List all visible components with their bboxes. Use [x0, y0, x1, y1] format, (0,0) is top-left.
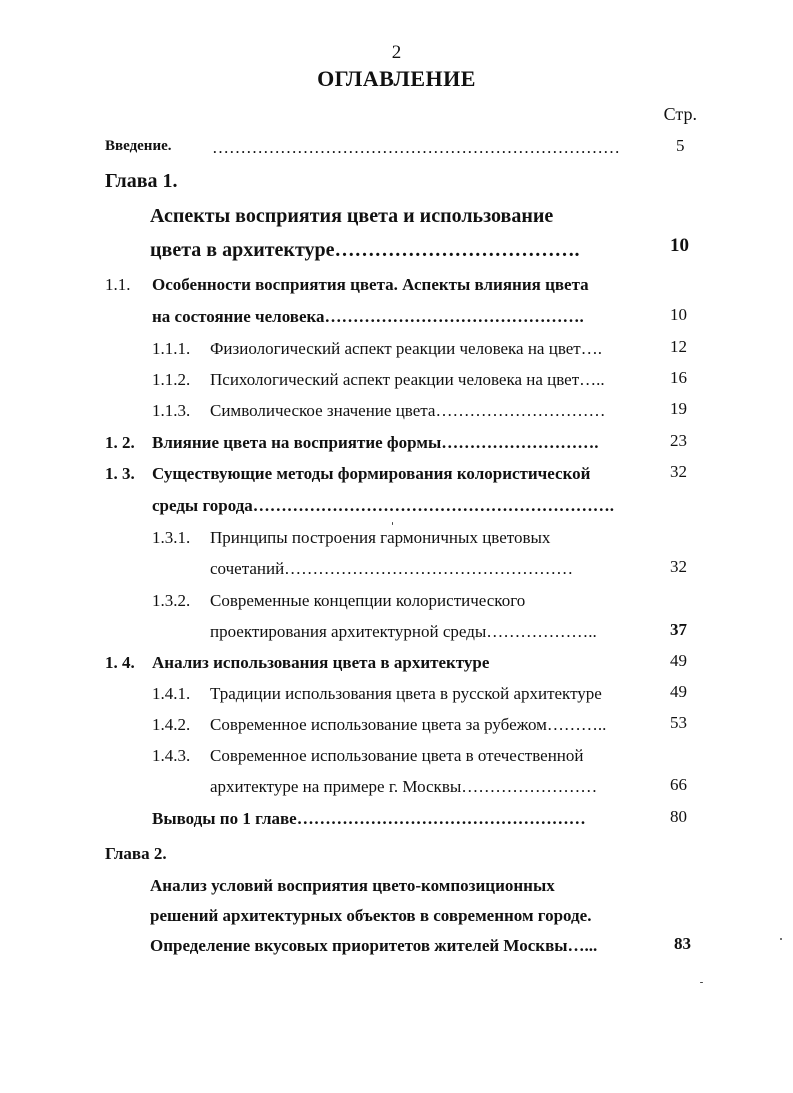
section-1-4-1-title: Традиции использования цвета в русской архитектуре [210, 684, 602, 703]
section-1-3-title-line2: среды города………………………………………………………. [152, 496, 615, 515]
section-1-2-title: Влияние цвета на восприятие формы………………………. [152, 433, 599, 452]
section-1-3-2-title-line2: проектирования архитектурной среды……………….. [210, 622, 597, 641]
section-1-4-2-page: 53 [670, 713, 687, 732]
chapter2-page: 83 [674, 934, 691, 953]
section-1-4-2-title: Современное использование цвета за рубежом……….. [210, 715, 607, 734]
section-1-4-title: Анализ использования цвета в архитектуре [152, 653, 490, 672]
conclusions-page: 80 [670, 807, 687, 826]
section-1-3-page: 32 [670, 462, 687, 481]
chapter2-title-line3: Определение вкусовых приоритетов жителей Москвы…... [150, 936, 598, 955]
section-1-4-page: 49 [670, 651, 687, 670]
section-1-1-1-page: 12 [670, 337, 687, 356]
scan-speck [700, 982, 703, 983]
section-1-4-3-title-line2: архитектуре на примере г. Москвы…………………… [210, 777, 598, 796]
section-1-3-1-number: 1.3.1. [152, 528, 191, 547]
section-1-4-2-number: 1.4.2. [152, 715, 191, 734]
chapter1-title-line1: Аспекты восприятия цвета и использование [150, 205, 554, 227]
page-number: 2 [391, 42, 402, 63]
chapter1-title-line2: цвета в архитектуре………………………………. [150, 239, 580, 261]
section-1-4-3-number: 1.4.3. [152, 746, 191, 765]
chapter2-title-line1: Анализ условий восприятия цвето-композиционных [150, 876, 555, 895]
section-1-1-1-title: Физиологический аспект реакции человека на цвет…. [210, 339, 602, 358]
section-1-1-2-number: 1.1.2. [152, 370, 191, 389]
section-1-4-1-page: 49 [670, 682, 687, 701]
section-1-2-page: 23 [670, 431, 687, 450]
section-1-3-1-page: 32 [670, 557, 687, 576]
chapter2-label: Глава 2. [105, 844, 167, 863]
section-1-1-3-number: 1.1.3. [152, 401, 191, 420]
section-1-2-number: 1. 2. [105, 433, 135, 452]
section-1-3-2-title-line1: Современные концепции колористического [210, 591, 526, 610]
section-1-3-title-line1: Существующие методы формирования колористической [152, 464, 591, 483]
section-1-4-1-number: 1.4.1. [152, 684, 191, 703]
intro-label: Введение. [105, 138, 172, 154]
conclusions-title: Выводы по 1 главе…………………………………………… [152, 809, 586, 828]
intro-page: 5 [676, 136, 685, 155]
page-title: ОГЛАВЛЕНИЕ [317, 66, 476, 91]
chapter1-page: 10 [670, 235, 689, 256]
section-1-1-3-page: 19 [670, 399, 687, 418]
section-1-4-number: 1. 4. [105, 653, 135, 672]
chapter2-title-line2: решений архитектурных объектов в современном городе. [150, 906, 592, 925]
section-1-3-1-title-line1: Принципы построения гармоничных цветовых [210, 528, 551, 547]
intro-leader-dots: ……………………………………………………………… [212, 138, 620, 157]
section-1-1-page: 10 [670, 305, 687, 324]
section-1-3-2-number: 1.3.2. [152, 591, 191, 610]
chapter1-label: Глава 1. [105, 170, 178, 192]
section-1-1-number: 1.1. [105, 275, 131, 294]
section-1-3-1-title-line2: сочетаний…………………………………………… [210, 559, 574, 578]
section-1-1-title-line2: на состояние человека………………………………………. [152, 307, 584, 326]
section-1-1-2-title: Психологический аспект реакции человека на цвет….. [210, 370, 605, 389]
scan-speck [392, 522, 393, 525]
section-1-4-3-title-line1: Современное использование цвета в отечественной [210, 746, 584, 765]
section-1-1-title-line1: Особенности восприятия цвета. Аспекты влияния цвета [152, 275, 589, 294]
section-1-3-2-page: 37 [670, 620, 687, 639]
page-column-label: Стр. [663, 104, 697, 124]
section-1-4-3-page: 66 [670, 775, 687, 794]
scan-speck [780, 938, 782, 940]
section-1-1-3-title: Символическое значение цвета………………………… [210, 401, 606, 420]
section-1-1-1-number: 1.1.1. [152, 339, 191, 358]
section-1-3-number: 1. 3. [105, 464, 135, 483]
section-1-1-2-page: 16 [670, 368, 687, 387]
